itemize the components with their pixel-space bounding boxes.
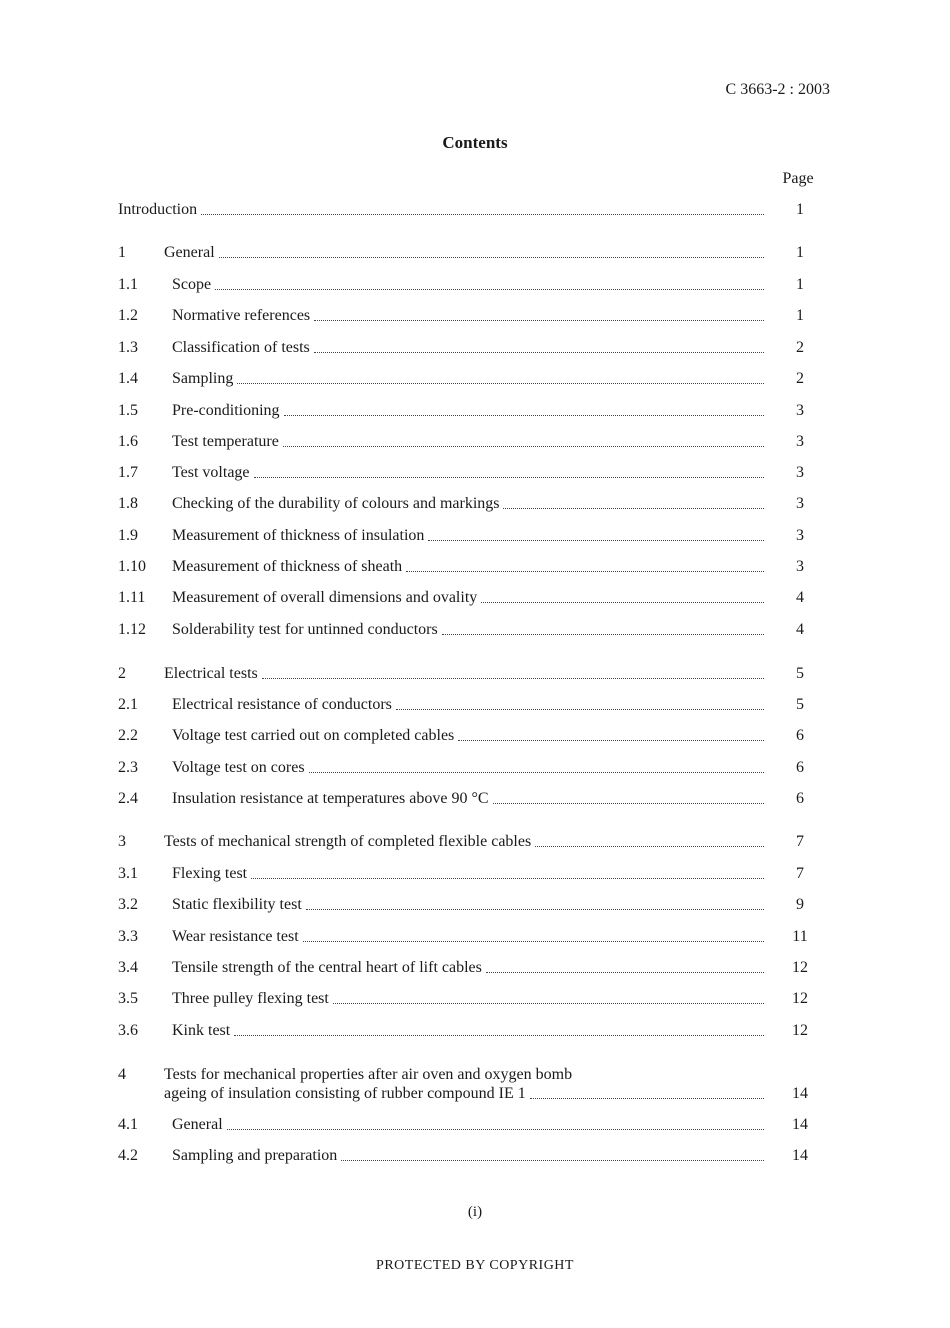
- toc-entry-page: 3: [796, 527, 804, 544]
- toc-entry-label: Kink test: [172, 1022, 231, 1039]
- toc-entry-label: Test voltage: [172, 464, 250, 481]
- toc-entry-page: 11: [792, 928, 808, 945]
- toc-entry-label-line1: Tests for mechanical properties after air oven and oxygen bomb: [164, 1066, 573, 1083]
- toc-entry-number: 1.9: [118, 527, 138, 544]
- copyright-notice: PROTECTED BY COPYRIGHT: [376, 1258, 574, 1273]
- toc-entry[interactable]: [118, 1065, 818, 1105]
- toc-entry-number: 3.6: [118, 1022, 138, 1039]
- toc-entry-label: Measurement of overall dimensions and ovality: [172, 589, 478, 606]
- toc-entry-label: Sampling and preparation: [172, 1147, 338, 1164]
- leader-dots: [486, 972, 764, 973]
- toc-entry-number: 4.2: [118, 1147, 138, 1164]
- toc-entry-number: 3.2: [118, 896, 138, 913]
- leader-dots: [262, 678, 764, 679]
- leader-dots: [303, 941, 764, 942]
- leader-dots: [237, 383, 764, 384]
- toc-entry-page: 1: [796, 307, 804, 324]
- toc-entry-label: Tests of mechanical strength of completed flexible cables: [164, 833, 532, 850]
- toc-entry-label: Flexing test: [172, 865, 248, 882]
- leader-dots: [396, 709, 764, 710]
- leader-dots: [458, 740, 764, 741]
- toc-entry-label: Classification of tests: [172, 339, 310, 356]
- toc-entry-label: Introduction: [118, 201, 198, 218]
- toc-entry-number: 1.11: [118, 589, 146, 606]
- leader-dots: [306, 909, 764, 910]
- toc-entry-label: Normative references: [172, 307, 311, 324]
- toc-entry-label: Wear resistance test: [172, 928, 299, 945]
- toc-entry-label: Measurement of thickness of sheath: [172, 558, 403, 575]
- toc-entry-page: 7: [796, 833, 804, 850]
- toc-entry-label: Voltage test on cores: [172, 759, 305, 776]
- toc-entry-page: 14: [792, 1116, 808, 1133]
- leader-dots: [503, 508, 764, 509]
- leader-dots: [314, 352, 764, 353]
- toc-entry-label: General: [172, 1116, 223, 1133]
- toc-entry-page: 4: [796, 589, 804, 606]
- toc-entry-number: 1.7: [118, 464, 138, 481]
- toc-entry-label: Test temperature: [172, 433, 279, 450]
- toc-entry-number: 1.6: [118, 433, 138, 450]
- leader-dots: [333, 1003, 764, 1004]
- toc-entry-page: 2: [796, 370, 804, 387]
- toc-entry-number: 2.4: [118, 790, 138, 807]
- toc-entry-page: 12: [792, 959, 808, 976]
- toc-entry-page: 5: [796, 696, 804, 713]
- toc-entry-label: Electrical resistance of conductors: [172, 696, 392, 713]
- leader-dots: [215, 289, 764, 290]
- toc-entry-label: Static flexibility test: [172, 896, 302, 913]
- toc-entry-number: 3.5: [118, 990, 138, 1007]
- toc-entry-page: 6: [796, 727, 804, 744]
- toc-entry-page: 1: [796, 201, 804, 218]
- leader-dots: [341, 1160, 764, 1161]
- toc-entry-page: 3: [796, 464, 804, 481]
- leader-dots: [428, 540, 764, 541]
- toc-entry-number: 1.5: [118, 402, 138, 419]
- leader-dots: [227, 1129, 764, 1130]
- toc-entry-number: 2: [118, 665, 126, 682]
- toc-entry-page: 1: [796, 244, 804, 261]
- toc-entry-page: 14: [792, 1085, 808, 1102]
- toc-entry-number: 1.1: [118, 276, 138, 293]
- leader-dots: [535, 846, 764, 847]
- leader-dots: [284, 415, 764, 416]
- toc-entry-number: 1.10: [118, 558, 146, 575]
- toc-entry-label: Solderability test for untinned conductors: [172, 621, 438, 638]
- toc-entry-number: 1.12: [118, 621, 146, 638]
- leader-dots: [283, 446, 764, 447]
- leader-dots: [251, 878, 764, 879]
- toc-entry-page: 14: [792, 1147, 808, 1164]
- toc-entry-number: 1.4: [118, 370, 138, 387]
- toc-entry-number: 1.2: [118, 307, 138, 324]
- toc-entry-page: 6: [796, 759, 804, 776]
- toc-entry-page: 3: [796, 402, 804, 419]
- toc-entry-label: Sampling: [172, 370, 234, 387]
- toc-entry-page: 4: [796, 621, 804, 638]
- toc-entry-label: Pre-conditioning: [172, 402, 280, 419]
- page-column-label: Page: [782, 170, 814, 187]
- toc-entry-label: Tensile strength of the central heart of lift cables: [172, 959, 482, 976]
- toc-entry-label-line2: ageing of insulation consisting of rubber compound IE 1: [164, 1085, 526, 1102]
- toc-entry-page: 7: [796, 865, 804, 882]
- footer-page-number: (i): [467, 1204, 483, 1220]
- toc-entry-page: 12: [792, 1022, 808, 1039]
- leader-dots: [234, 1035, 764, 1036]
- toc-entry-number: 4.1: [118, 1116, 138, 1133]
- toc-entry-number: 4: [118, 1066, 126, 1083]
- toc-entry-page: 5: [796, 665, 804, 682]
- leader-dots: [201, 214, 764, 215]
- page-title: Contents: [442, 133, 508, 152]
- document-id: C 3663-2 : 2003: [725, 81, 830, 98]
- toc-entry-number: 2.2: [118, 727, 138, 744]
- leader-dots: [481, 602, 764, 603]
- toc-entry-label: Electrical tests: [164, 665, 258, 682]
- toc-entry-label: Insulation resistance at temperatures above 90 °C: [172, 790, 489, 807]
- toc-entry-number: 3: [118, 833, 126, 850]
- leader-dots: [530, 1098, 764, 1099]
- leader-dots: [254, 477, 764, 478]
- toc-entry-number: 2.1: [118, 696, 138, 713]
- toc-entry-page: 3: [796, 558, 804, 575]
- toc-entry-label: Measurement of thickness of insulation: [172, 527, 425, 544]
- leader-dots: [314, 320, 764, 321]
- toc-entry-number: 3.4: [118, 959, 138, 976]
- toc-entry-page: 3: [796, 495, 804, 512]
- toc-entry-page: 12: [792, 990, 808, 1007]
- toc-entry-label: Checking of the durability of colours and markings: [172, 495, 500, 512]
- leader-dots: [406, 571, 764, 572]
- toc-entry-page: 2: [796, 339, 804, 356]
- toc-entry-page: 6: [796, 790, 804, 807]
- toc-entry-page: 1: [796, 276, 804, 293]
- leader-dots: [219, 257, 764, 258]
- toc-entry-number: 1.3: [118, 339, 138, 356]
- toc-entry-label: Scope: [172, 276, 212, 293]
- toc-entry-number: 3.3: [118, 928, 138, 945]
- toc-entry-number: 1.8: [118, 495, 138, 512]
- toc-entry-number: 1: [118, 244, 126, 261]
- leader-dots: [442, 634, 764, 635]
- toc-entry-number: 2.3: [118, 759, 138, 776]
- leader-dots: [309, 772, 764, 773]
- toc-entry-label: Voltage test carried out on completed cables: [172, 727, 455, 744]
- toc-entry-label: Three pulley flexing test: [172, 990, 329, 1007]
- toc-entry-number: 3.1: [118, 865, 138, 882]
- toc-entry-page: 9: [796, 896, 804, 913]
- toc-entry-label: General: [164, 244, 215, 261]
- leader-dots: [493, 803, 764, 804]
- toc-entry-page: 3: [796, 433, 804, 450]
